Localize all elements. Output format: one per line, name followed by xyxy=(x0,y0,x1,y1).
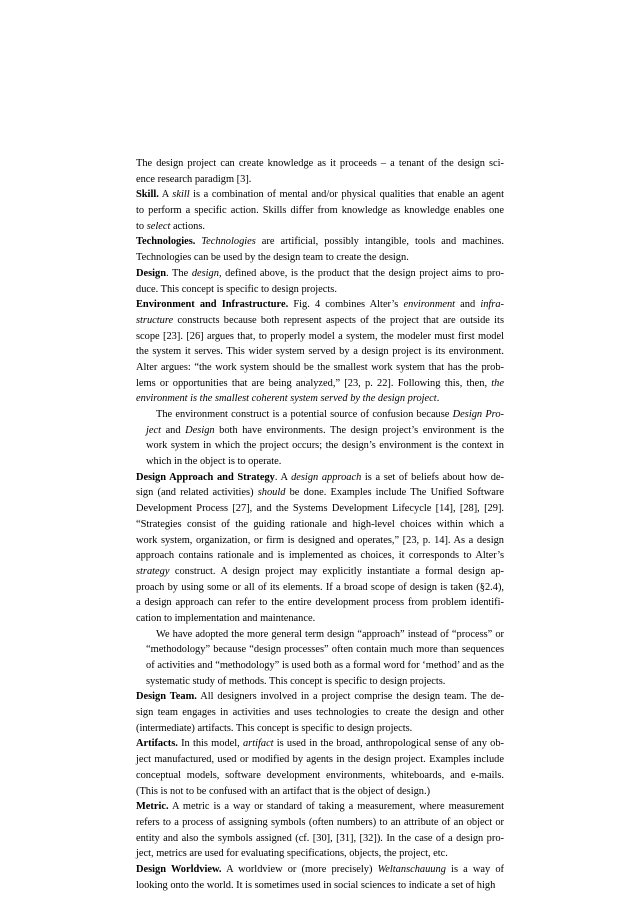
text-run: A worldview or (more precisely) xyxy=(221,863,378,875)
paragraph xyxy=(136,799,504,862)
italic-run: the xyxy=(491,377,504,389)
text-run: The environment construct is a potential source of confusion because xyxy=(156,409,453,420)
text-line xyxy=(136,329,504,345)
text-line xyxy=(136,501,504,517)
text-run: of activities and “methodology” is used both as a formal word for ‘method’ and as the xyxy=(146,660,504,671)
bold-run: Design Worldview. xyxy=(136,863,222,875)
text-line xyxy=(136,831,504,847)
text-line xyxy=(136,391,504,407)
text-line xyxy=(136,533,504,549)
text-line xyxy=(136,360,504,376)
text-run: The design project can create knowledge as it proceeds – a tenant of the design sci- xyxy=(136,158,504,169)
italic-run: Weltanschauung xyxy=(377,863,446,875)
paragraph xyxy=(136,627,504,690)
text-run: work system in which the project occurs; the design’s environment is the context in xyxy=(146,440,504,452)
text-run: “Strategies consist of the guiding rationale and high-level choices within which a xyxy=(136,518,504,530)
text-line xyxy=(136,423,504,439)
text-run: . A xyxy=(274,471,292,483)
text-line xyxy=(136,627,504,643)
italic-run: design approach xyxy=(291,471,362,483)
text-run: which in the object is to operate. xyxy=(146,456,282,468)
paragraph xyxy=(136,862,504,893)
text-line xyxy=(136,156,504,172)
text-run: A xyxy=(158,189,173,201)
italic-run: strategy xyxy=(136,565,170,577)
text-run: ence research paradigm [3]. xyxy=(136,173,252,185)
text-run: construct. A design project may explicitly instantiate a formal design ap- xyxy=(169,565,504,577)
text-run: proach by using some or all of its elements. If a broad scope of design is taken (§2.4), xyxy=(136,581,504,593)
text-run: is used in the broad, anthropological sense of any ob- xyxy=(273,738,504,750)
paragraph xyxy=(136,234,504,265)
text-run: In this model, xyxy=(177,738,243,750)
text-line xyxy=(136,799,504,815)
text-line xyxy=(136,266,504,282)
text-run: Development Process [27], and the Systems Development Lifecycle [14], [28], [29]. xyxy=(136,503,504,515)
text-run: actions. xyxy=(170,220,205,232)
italic-run: select xyxy=(146,220,171,232)
text-line xyxy=(136,878,504,894)
text-line xyxy=(136,454,504,470)
paragraph xyxy=(136,187,504,234)
text-run: a design approach can refer to the entire development process from problem identifi- xyxy=(136,597,504,609)
text-run: is a set of beliefs about how de- xyxy=(361,471,504,483)
text-run: looking onto the world. It is sometimes used in social sciences to indicate a set of high xyxy=(136,879,496,891)
text-run: refers to a process of assigning symbols (often numbers) to an attribute of an object or xyxy=(136,816,504,828)
text-line xyxy=(136,784,504,800)
text-line xyxy=(136,219,504,235)
body-text xyxy=(136,156,504,893)
bold-run: Metric. xyxy=(136,801,169,813)
text-run: duce. This concept is specific to design projects. xyxy=(136,283,337,295)
text-line xyxy=(136,846,504,862)
text-line xyxy=(136,172,504,188)
text-line xyxy=(136,564,504,580)
italic-run: design xyxy=(191,267,219,279)
text-line xyxy=(136,548,504,564)
text-line xyxy=(136,674,504,690)
text-line xyxy=(136,642,504,658)
text-line xyxy=(136,203,504,219)
text-line xyxy=(136,282,504,298)
paragraph xyxy=(136,407,504,470)
text-run: constructs because both represent aspects of the project that are outside its xyxy=(173,314,504,326)
text-run: ject, metrics are used for evaluating specifications, objects, the project, etc. xyxy=(136,848,448,860)
text-run: Alter argues: “the work system should be the smallest work system that has the prob- xyxy=(136,361,504,373)
text-run: conceptual models, software development environments, whiteboards, and e-mails. xyxy=(136,769,504,781)
italic-run: skill xyxy=(172,189,190,201)
text-run: is a combination of mental and/or physical qualities that enable an agent xyxy=(189,189,505,201)
text-run: sign team engages in activities and uses technologies to create the design and other xyxy=(136,707,504,719)
text-line xyxy=(136,187,504,203)
text-line xyxy=(136,297,504,313)
text-run: (intermediate) artifacts. This concept is specific to design projects. xyxy=(136,722,413,734)
text-line xyxy=(136,595,504,611)
text-run: both have environments. The design project’s environment is the xyxy=(214,424,505,436)
italic-run: environment xyxy=(403,299,456,311)
text-run: ject manufactured, used or modified by agents in the design project. Examples include xyxy=(136,754,504,766)
text-run: the system it serves. This wider system served by a design project is its environment. xyxy=(136,346,504,358)
paragraph xyxy=(136,689,504,736)
bold-run: Skill. xyxy=(136,189,159,201)
text-run: scope [23]. [26] argues that, to properly model a system, the modeler must first model xyxy=(136,330,504,342)
text-line xyxy=(136,815,504,831)
italic-run: Design xyxy=(185,424,215,436)
text-run: We have adopted the more general term design “approach” instead of “process” or xyxy=(156,628,504,640)
text-run: be done. Examples include The Unified Software xyxy=(285,487,504,499)
text-run: Technologies can be used by the design team to create the design. xyxy=(136,252,409,264)
bold-run: Technologies. xyxy=(136,236,196,248)
text-run: to perform a specific action. Skills differ from knowledge as knowledge enables one xyxy=(136,205,504,217)
text-line xyxy=(136,752,504,768)
bold-run: Design Team. xyxy=(136,691,197,703)
text-run: “methodology” because “design processes” often contain much more than sequences xyxy=(146,644,504,656)
italic-run: Technologies xyxy=(201,236,256,248)
text-run: to xyxy=(136,220,147,232)
text-run: All designers involved in a project comprise the design team. The de- xyxy=(196,691,504,703)
text-line xyxy=(136,580,504,596)
bold-run: Design xyxy=(136,267,167,279)
bold-run: Design Approach and Strategy xyxy=(136,471,275,483)
italic-run: Design Pro- xyxy=(452,409,504,420)
paragraph xyxy=(136,297,504,407)
text-line xyxy=(136,658,504,674)
italic-run: artifact xyxy=(242,738,274,750)
text-line xyxy=(136,344,504,360)
italic-run: environment is the smallest coherent system served by the design project xyxy=(136,393,437,405)
text-line xyxy=(136,250,504,266)
text-line xyxy=(136,736,504,752)
text-run: . xyxy=(436,393,440,405)
text-run: are artificial, possibly intangible, tools and machines. xyxy=(255,236,504,248)
text-run: . The xyxy=(166,267,192,279)
text-run: (This is not to be confused with an artifact that is the object of design.) xyxy=(136,785,431,797)
text-run: and xyxy=(161,424,186,436)
text-run: approach contains rationale and is implemented as choices, it corresponds to Alter’s xyxy=(136,550,504,562)
text-run: A metric is a way or standard of taking a measurement, where measurement xyxy=(168,801,504,813)
paragraph xyxy=(136,470,504,627)
text-line xyxy=(136,721,504,737)
text-run: , defined above, is the product that the design project aims to pro- xyxy=(218,267,505,279)
paragraph xyxy=(136,156,504,187)
text-run: Fig. 4 combines Alter’s xyxy=(288,299,404,311)
text-run: work system, organization, or firm is designed and operates,” [23, p. 14]. As a design xyxy=(136,534,504,546)
text-run: cation to implementation and maintenance. xyxy=(136,612,316,624)
italic-run: infra- xyxy=(480,299,504,311)
text-run: entity and also the symbols assigned (cf. [30], [31], [32]). In the case of a design pro- xyxy=(136,832,504,844)
italic-run: structure xyxy=(136,314,174,326)
text-run: and xyxy=(455,299,481,311)
text-run: sign (and related activities) xyxy=(136,487,258,499)
text-line xyxy=(136,470,504,486)
text-line xyxy=(136,689,504,705)
text-line xyxy=(136,234,504,250)
text-line xyxy=(136,438,504,454)
text-line xyxy=(136,313,504,329)
text-line xyxy=(136,611,504,627)
text-line xyxy=(136,768,504,784)
text-line xyxy=(136,862,504,878)
paragraph xyxy=(136,266,504,297)
text-run: is a way of xyxy=(445,863,504,875)
bold-run: Artifacts. xyxy=(136,738,178,750)
text-run: systematic study of methods. This concept is specific to design projects. xyxy=(146,675,446,687)
italic-run: ject xyxy=(146,424,161,436)
text-line xyxy=(136,485,504,501)
text-line xyxy=(136,705,504,721)
text-line xyxy=(136,517,504,533)
text-line xyxy=(136,376,504,392)
paragraph xyxy=(136,736,504,799)
bold-run: Environment and Infrastructure. xyxy=(136,299,289,311)
italic-run: should xyxy=(257,487,286,499)
text-line xyxy=(136,407,504,423)
text-run: lems or opportunities that are being analyzed,” [23, p. 22]. Following this, then, xyxy=(136,377,492,389)
